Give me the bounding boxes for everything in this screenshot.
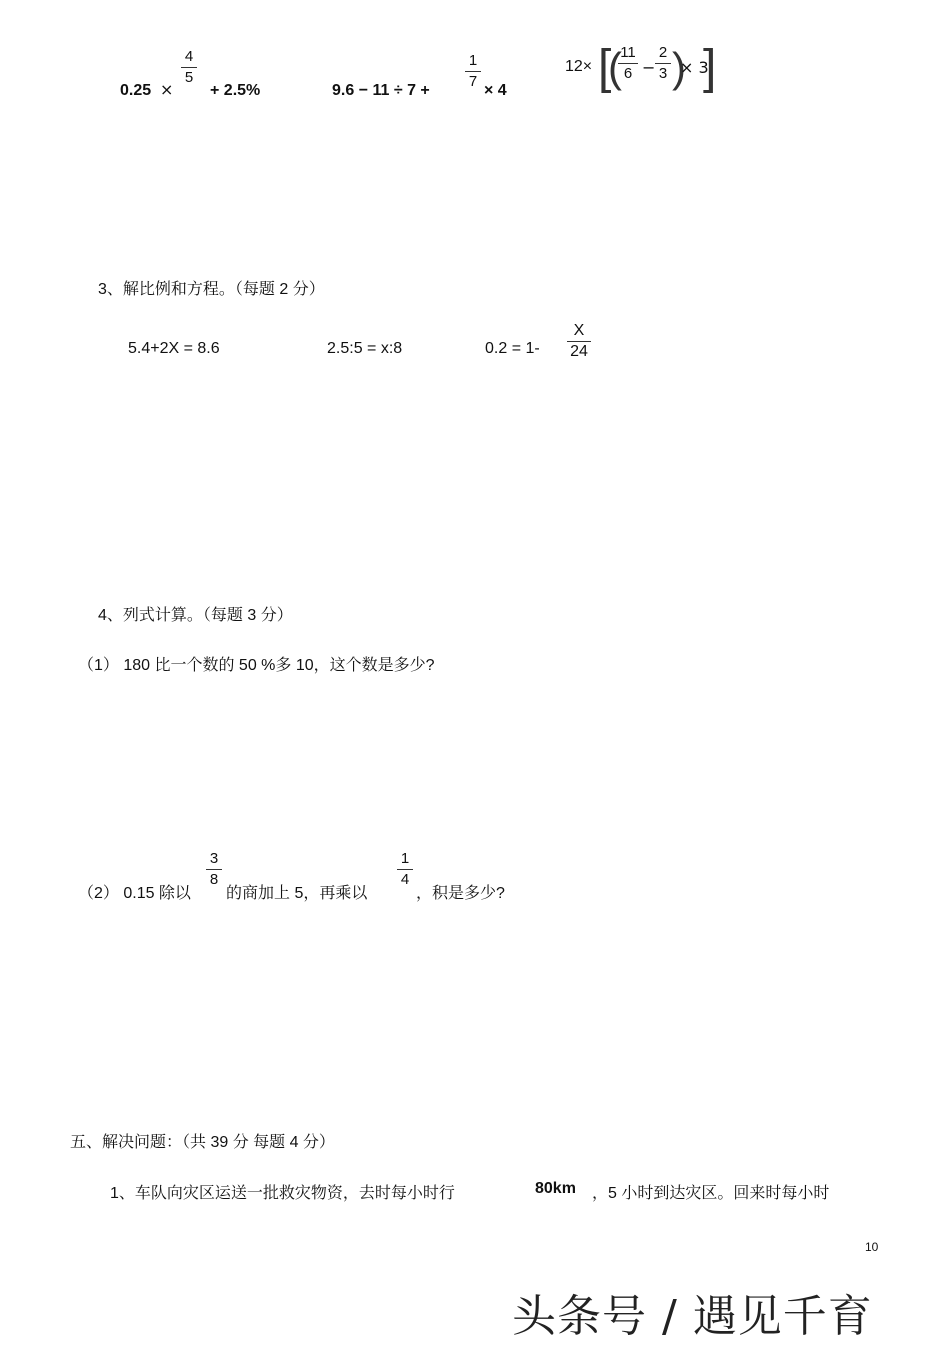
question-4-1: （1） 180 比一个数的 50 %多 10，这个数是多少?	[78, 657, 435, 674]
expr3-minus: −	[642, 58, 656, 77]
expr1-denominator: 5	[184, 69, 194, 86]
equation-3-head: 0.2 = 1-	[485, 340, 540, 357]
denominator: 4	[400, 871, 410, 888]
question-5-1-part-c: ，5 小时到达灾区。回来时每小时	[592, 1185, 830, 1202]
fraction-bar	[397, 869, 413, 870]
expr3-fraction-1	[618, 44, 638, 83]
expr3-tail: × 3	[680, 58, 709, 77]
expr3-denominator-2: 3	[658, 65, 668, 82]
left-paren-icon: (	[608, 44, 622, 91]
expr1-fraction	[181, 48, 197, 87]
question-5-1-part-a: 1、车队向灾区运送一批救灾物资，去时每小时行	[110, 1185, 455, 1202]
fraction-bar	[465, 71, 481, 72]
fraction-bar	[567, 341, 591, 342]
expr3-numerator-1: 11	[620, 44, 636, 61]
question-4-2-part-b: 的商加上 5，再乘以	[226, 885, 368, 902]
question-4-2-fraction-1	[206, 850, 222, 889]
expr2-head: 9.6 − 11 ÷ 7 +	[332, 82, 430, 99]
page-number: 10	[865, 1240, 879, 1254]
expr3-numerator-2: 2	[658, 44, 668, 61]
left-bracket-icon: [	[598, 41, 612, 94]
expr3-fraction-2	[655, 44, 671, 83]
question-5-1-speed: 80km	[535, 1180, 576, 1197]
expr1-times: ×	[160, 80, 174, 99]
expr1-numerator: 4	[184, 48, 194, 65]
section4-title: 4、列式计算。（每题 3 分）	[98, 607, 293, 624]
fraction-bar	[618, 63, 638, 64]
expr2-tail: × 4	[484, 82, 507, 99]
numerator: 1	[400, 850, 410, 867]
right-paren-icon: )	[672, 44, 686, 91]
equation-3-numerator: X	[573, 322, 585, 339]
expr2-denominator: 7	[468, 73, 478, 90]
denominator: 8	[209, 871, 219, 888]
expr2-numerator: 1	[468, 52, 478, 69]
expr3-head: 12×	[565, 58, 593, 75]
section3-title: 3、解比例和方程。（每题 2 分）	[98, 281, 325, 298]
question-4-2-part-a: （2） 0.15 除以	[78, 885, 191, 902]
watermark: 头条号 / 遇见千育	[512, 1291, 873, 1342]
fraction-bar	[181, 67, 197, 68]
expr2-fraction	[465, 52, 481, 91]
fraction-bar	[206, 869, 222, 870]
expr3-denominator-1: 6	[623, 65, 633, 82]
question-4-2-part-c: ，积是多少?	[416, 885, 505, 902]
equation-3-fraction	[567, 322, 591, 361]
numerator: 3	[209, 850, 219, 867]
question-4-2-fraction-2	[397, 850, 413, 889]
equation-2: 2.5:5 = x:8	[327, 340, 403, 357]
equation-3-denominator: 24	[570, 343, 588, 360]
fraction-bar	[655, 63, 671, 64]
expr1-tail: + 2.5%	[210, 82, 261, 99]
right-bracket-icon: ]	[703, 41, 717, 94]
equation-1: 5.4+2X = 8.6	[128, 340, 220, 357]
expr1-number: 0.25	[120, 82, 152, 99]
section5-title: 五、解决问题：（共 39 分 每题 4 分）	[70, 1134, 335, 1151]
